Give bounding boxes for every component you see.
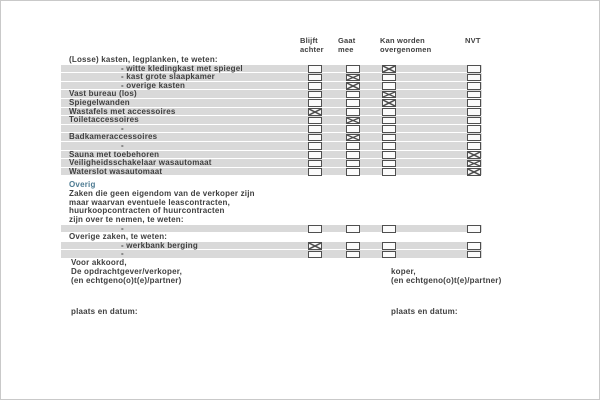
column-header-blijft-achter: Blijft achter [300, 36, 324, 54]
section-heading-overig: Overig [69, 180, 96, 189]
checkbox-blijft-achter[interactable] [308, 65, 322, 73]
checkbox-nvt-checked[interactable] [467, 151, 481, 159]
signature-line-voor-akkoord: Voor akkoord, [71, 258, 127, 267]
checkbox-nvt[interactable] [467, 242, 481, 250]
row-label: Waterslot wasautomaat [69, 166, 163, 176]
checkbox-nvt[interactable] [467, 251, 481, 259]
checkbox-kan-worden-overgenomen[interactable] [382, 160, 396, 168]
table-row [61, 168, 482, 176]
checkbox-gaat-mee-checked[interactable] [346, 117, 360, 125]
checkbox-gaat-mee[interactable] [346, 225, 360, 233]
checkbox-gaat-mee[interactable] [346, 65, 360, 73]
checkbox-kan-worden-overgenomen[interactable] [382, 134, 396, 142]
row-label: - kast grote slaapkamer [121, 72, 215, 82]
checkbox-kan-worden-overgenomen[interactable] [382, 225, 396, 233]
checkbox-kan-worden-overgenomen[interactable] [382, 251, 396, 259]
table-row [61, 116, 482, 124]
section-overig [61, 181, 482, 259]
checkbox-kan-worden-overgenomen[interactable] [382, 142, 396, 150]
table-row [61, 82, 482, 90]
row-label: Toiletaccessoires [69, 115, 139, 125]
checkbox-gaat-mee[interactable] [346, 125, 360, 133]
place-date-left: plaats en datum: [71, 307, 138, 316]
checkbox-blijft-achter[interactable] [308, 125, 322, 133]
row-label: Zaken die geen eigendom van de verkoper zijn [69, 189, 255, 199]
checkbox-gaat-mee-checked[interactable] [346, 82, 360, 90]
signature-line-koper: koper, [391, 267, 416, 276]
checkbox-gaat-mee[interactable] [346, 91, 360, 99]
signature-line-koper-partner: (en echtgeno(o)t(e)/partner) [391, 276, 502, 285]
checkbox-blijft-achter[interactable] [308, 82, 322, 90]
checkbox-blijft-achter[interactable] [308, 251, 322, 259]
checkbox-kan-worden-overgenomen[interactable] [382, 82, 396, 90]
column-header-gaat-mee: Gaat mee [338, 36, 356, 54]
table-row [61, 99, 482, 107]
table-row [61, 90, 482, 98]
checkbox-nvt[interactable] [467, 117, 481, 125]
table-row [61, 207, 482, 215]
checkbox-gaat-mee[interactable] [346, 160, 360, 168]
row-label: - [121, 249, 124, 259]
checkbox-gaat-mee[interactable] [346, 242, 360, 250]
checkbox-blijft-achter[interactable] [308, 99, 322, 107]
signature-line-verkoper: De opdrachtgever/verkoper, [71, 267, 183, 276]
checkbox-nvt[interactable] [467, 142, 481, 150]
checkbox-kan-worden-overgenomen[interactable] [382, 151, 396, 159]
checkbox-blijft-achter[interactable] [308, 142, 322, 150]
row-label: huurkoopcontracten of huurcontracten [69, 206, 225, 216]
table-row [61, 73, 482, 81]
row-label: - overige kasten [121, 80, 186, 90]
table-row [61, 151, 482, 159]
table-row [61, 108, 482, 116]
checkbox-kan-worden-overgenomen-checked[interactable] [382, 99, 396, 107]
table-row [61, 125, 482, 133]
checkbox-blijft-achter[interactable] [308, 225, 322, 233]
checkbox-blijft-achter-checked[interactable] [308, 108, 322, 116]
table-row [61, 159, 482, 167]
checkbox-gaat-mee[interactable] [346, 142, 360, 150]
checkbox-blijft-achter[interactable] [308, 117, 322, 125]
checkbox-blijft-achter[interactable] [308, 134, 322, 142]
checkbox-gaat-mee-checked[interactable] [346, 74, 360, 82]
checkbox-blijft-achter-checked[interactable] [308, 242, 322, 250]
checkbox-nvt-checked[interactable] [467, 160, 481, 168]
row-label: - werkbank berging [121, 240, 198, 250]
checkbox-nvt[interactable] [467, 134, 481, 142]
place-date-right: plaats en datum: [391, 307, 458, 316]
checklist-table [61, 56, 482, 176]
checkbox-kan-worden-overgenomen[interactable] [382, 242, 396, 250]
checkbox-blijft-achter[interactable] [308, 160, 322, 168]
checkbox-nvt[interactable] [467, 82, 481, 90]
checkbox-kan-worden-overgenomen[interactable] [382, 74, 396, 82]
checkbox-kan-worden-overgenomen-checked[interactable] [382, 91, 396, 99]
row-label: maar waarvan eventuele leascontracten, [69, 197, 231, 207]
checkbox-nvt[interactable] [467, 65, 481, 73]
checkbox-kan-worden-overgenomen[interactable] [382, 168, 396, 176]
row-label: Veiligheidsschakelaar wasautomaat [69, 158, 212, 168]
checkbox-nvt[interactable] [467, 91, 481, 99]
table-row [61, 225, 482, 233]
row-label: Overige zaken, te weten: [69, 232, 168, 242]
checkbox-gaat-mee[interactable] [346, 108, 360, 116]
row-label: Badkameraccessoires [69, 132, 158, 142]
checkbox-kan-worden-overgenomen-checked[interactable] [382, 65, 396, 73]
checkbox-nvt[interactable] [467, 125, 481, 133]
checkbox-kan-worden-overgenomen[interactable] [382, 125, 396, 133]
table-row [61, 216, 482, 224]
checkbox-kan-worden-overgenomen[interactable] [382, 108, 396, 116]
checkbox-nvt[interactable] [467, 225, 481, 233]
row-label: - [121, 123, 124, 133]
row-label: zijn over te nemen, te weten: [69, 214, 184, 224]
signature-right [391, 267, 502, 285]
row-label: Spiegelwanden [69, 97, 130, 107]
table-row [61, 199, 482, 207]
row-label: Wastafels met accessoires [69, 106, 176, 116]
table-row [61, 133, 482, 141]
column-headers [61, 37, 491, 55]
table-row [61, 65, 482, 73]
row-label: - witte kledingkast met spiegel [121, 63, 243, 73]
table-row [61, 190, 482, 198]
table-row [61, 142, 482, 150]
row-label: (Losse) kasten, legplanken, te weten: [69, 55, 218, 64]
checkbox-kan-worden-overgenomen[interactable] [382, 117, 396, 125]
signature-line-verkoper-partner: (en echtgeno(o)t(e)/partner) [71, 276, 182, 285]
overig-table [61, 190, 482, 258]
signature-left [71, 258, 182, 285]
checkbox-gaat-mee[interactable] [346, 151, 360, 159]
checkbox-nvt[interactable] [467, 99, 481, 107]
checkbox-nvt[interactable] [467, 74, 481, 82]
row-label: - [121, 223, 124, 233]
table-row [61, 233, 482, 241]
checkbox-blijft-achter[interactable] [308, 74, 322, 82]
row-label: Sauna met toebehoren [69, 149, 160, 159]
checkbox-gaat-mee-checked[interactable] [346, 134, 360, 142]
table-row [61, 56, 482, 64]
column-header-kan-worden-overgenomen: Kan worden overgenomen [380, 36, 432, 54]
checkbox-blijft-achter[interactable] [308, 168, 322, 176]
row-label: - [121, 140, 124, 150]
table-row [61, 250, 482, 258]
checkbox-nvt[interactable] [467, 108, 481, 116]
checkbox-gaat-mee[interactable] [346, 99, 360, 107]
checkbox-nvt-checked[interactable] [467, 168, 481, 176]
checkbox-blijft-achter[interactable] [308, 151, 322, 159]
table-row [61, 242, 482, 250]
checkbox-gaat-mee[interactable] [346, 251, 360, 259]
row-label: Vast bureau (los) [69, 89, 137, 99]
checkbox-blijft-achter[interactable] [308, 91, 322, 99]
column-header-nvt: NVT [465, 36, 481, 45]
checkbox-gaat-mee[interactable] [346, 168, 360, 176]
